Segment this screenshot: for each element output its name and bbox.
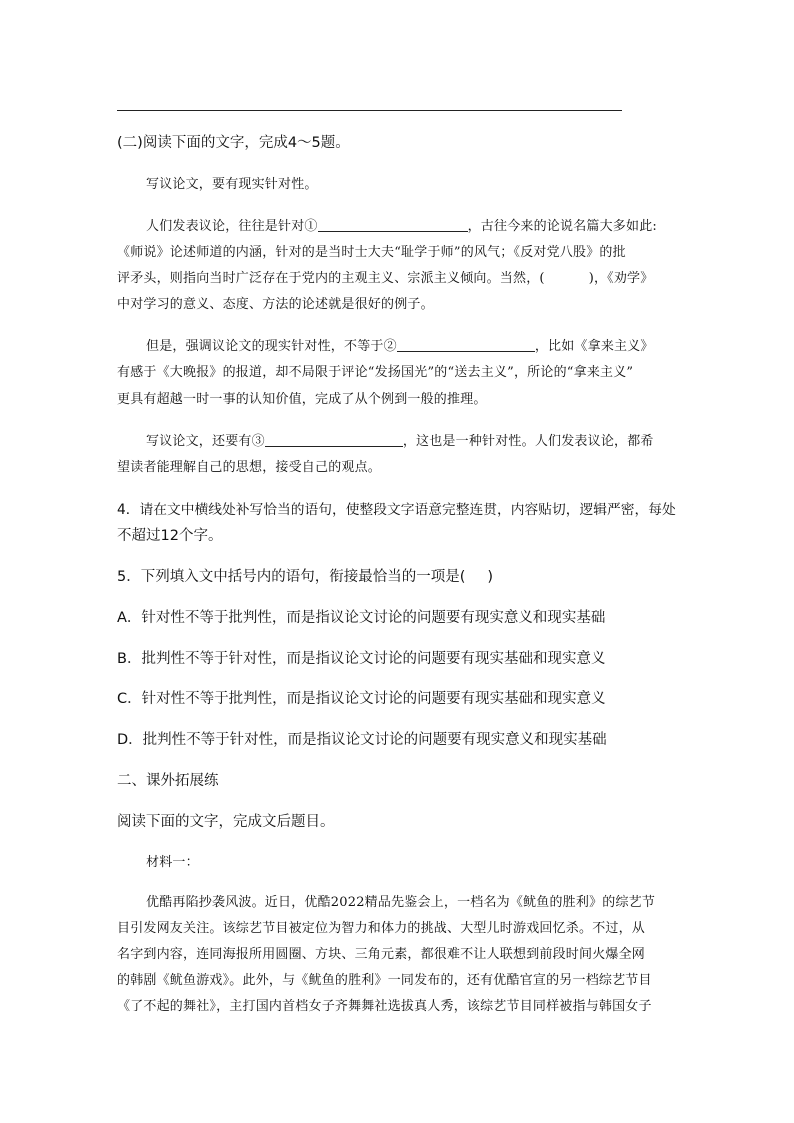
question-4-line2: 不超过12个字。 bbox=[117, 528, 223, 544]
blank-3[interactable] bbox=[265, 432, 403, 447]
question-5-stem: 5．下列填入文中括号内的语句，衔接最恰当的一项是( ) bbox=[117, 569, 494, 585]
passage-p2-line1: 但是，强调议论文的现实针对性，不等于② ，比如《拿来主义》 bbox=[146, 339, 654, 354]
passage-p2-line2: 有感于《大晚报》的报道，却不局限于评论“发扬国光”的“送去主义”，所论的“拿来主义” bbox=[117, 365, 634, 380]
material1-line5: 《了不起的舞社》，主打国内首档女子齐舞舞社选拔真人秀，该综艺节目同样被指与韩国女子 bbox=[117, 999, 652, 1014]
material1-label: 材料一： bbox=[146, 855, 199, 870]
header-rule bbox=[117, 110, 622, 111]
material1-line2: 目引发网友关注。该综艺节目被定位为智力和体力的挑战、大型儿时游戏回忆杀。不过，从 bbox=[117, 921, 646, 936]
option-d[interactable]: D．批判性不等于针对性，而是指议论文讨论的问题要有现实意义和现实基础 bbox=[117, 732, 607, 748]
material1-line4: 的韩剧《鱿鱼游戏》。此外，与《鱿鱼的胜利》一同发布的，还有优酷官宣的另一档综艺节目 bbox=[117, 973, 652, 988]
passage-p3-line1: 写议论文，还要有③ ，这也是一种针对性。人们发表议论，都希 bbox=[146, 434, 654, 449]
passage-p1-line1: 人们发表议论，往往是针对① ，古往今来的论说名篇大多如此: bbox=[146, 219, 657, 234]
section-intro: (二)阅读下面的文字，完成4～5题。 bbox=[117, 135, 350, 151]
passage-p1-line4: 中对学习的意义、态度、方法的论述就是很好的例子。 bbox=[117, 297, 434, 312]
passage-p2-line3: 更具有超越一时一事的认知价值，完成了从个例到一般的推理。 bbox=[117, 392, 487, 407]
question-4-line1: 4．请在文中横线处补写恰当的语句，使整段文字语意完整连贯，内容贴切，逻辑严密，每处 bbox=[117, 502, 676, 518]
passage-p1-line3: 评矛头，则指向当时广泛存在于党内的主观主义、宗派主义倾向。当然，( )，《劝学》 bbox=[117, 271, 654, 286]
blank-1[interactable] bbox=[318, 217, 468, 232]
passage-title: 写议论文，要有现实针对性。 bbox=[146, 177, 318, 192]
option-a[interactable]: A．针对性不等于批判性，而是指议论文讨论的问题要有现实意义和现实基础 bbox=[117, 610, 606, 626]
part2-heading: 二、课外拓展练 bbox=[117, 773, 219, 789]
option-c[interactable]: C．针对性不等于批判性，而是指议论文讨论的问题要有现实基础和现实意义 bbox=[117, 691, 606, 707]
material1-line1: 优酷再陷抄袭风波。近日，优酷2022精品先鉴会上，一档名为《鱿鱼的胜利》的综艺节 bbox=[146, 895, 656, 910]
passage-p3-line2: 望读者能理解自己的思想，接受自己的观点。 bbox=[117, 460, 382, 475]
part2-intro: 阅读下面的文字，完成文后题目。 bbox=[117, 814, 335, 830]
option-b[interactable]: B．批判性不等于针对性，而是指议论文讨论的问题要有现实基础和现实意义 bbox=[117, 651, 606, 667]
blank-2[interactable] bbox=[397, 337, 535, 352]
passage-p1-line2: 《师说》论述师道的内涵，针对的是当时士大夫“耻学于师”的风气；《反对党八股》的批 bbox=[117, 245, 626, 260]
material1-line3: 名字到内容，连同海报所用圆圈、方块、三角元素，都很难不让人联想到前段时间火爆全网 bbox=[117, 947, 646, 962]
